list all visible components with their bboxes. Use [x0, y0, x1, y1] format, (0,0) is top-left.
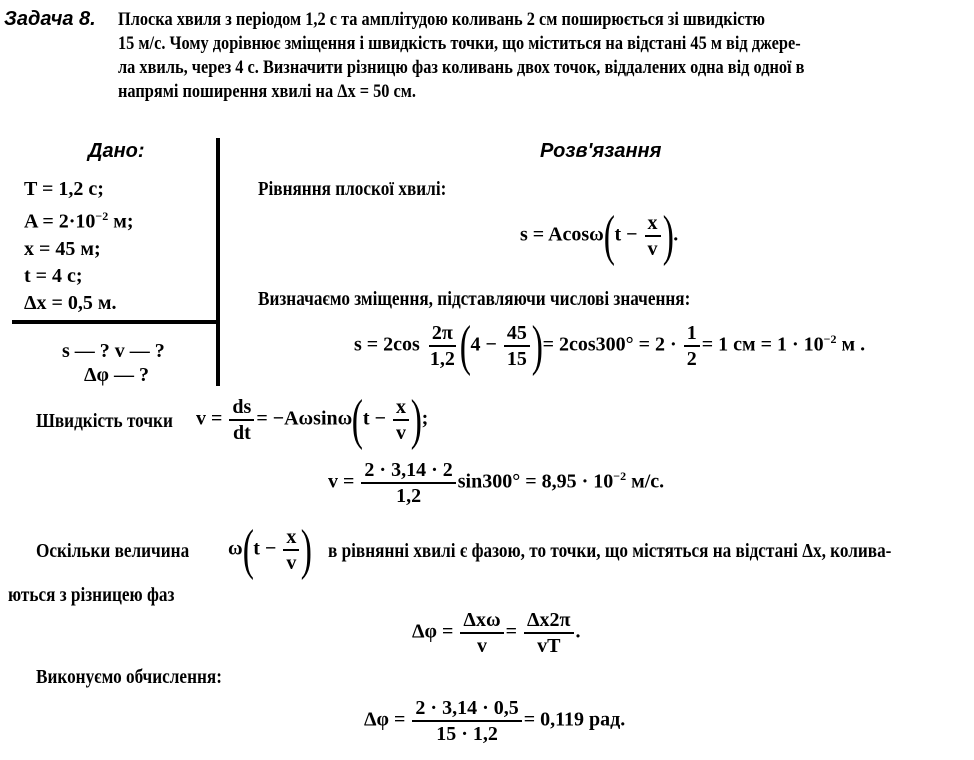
given-period: T = 1,2 с; [24, 178, 104, 200]
velocity-value-equation: v = $\frac{2 \cdot 3,14 \cdot 2}{1,2}$ $\sin 300^\circ = 8,95 \cdot 10^{-2}$ м/с. [328, 459, 665, 507]
solution-heading: Розв'язання [540, 140, 662, 162]
vertical-divider [216, 138, 220, 386]
calculation-label: Виконуємо обчислення: [36, 666, 222, 688]
phase-difference-equation: Δφ = $\frac{\text{Δxω}}{v}$ = $\frac{\Delta x2\pi}{vT}$ . [412, 609, 581, 657]
phase-text-3: ються з різницею фаз [8, 584, 175, 606]
given-time: t = 4 с; [24, 264, 83, 287]
problem-label: Задача 8. [4, 8, 96, 30]
find-line-2: Δφ — ? [84, 364, 150, 386]
phase-text-1: Оскільки величина [36, 540, 190, 562]
phase-text-2: в рівнянні хвилі є фазою, то точки, що містяться на відстані Δx, колива- [328, 540, 892, 562]
wave-eq-label: Рівняння плоскої хвилі: [258, 178, 447, 200]
given-list [24, 176, 134, 317]
problem-line-1: Плоска хвиля з періодом 1,2 с та амплітудою коливань 2 см поширюється зі швидкістю [118, 9, 766, 30]
velocity-label: Швидкість точки [36, 410, 173, 432]
wave-equation: s = Acosω(t − $\frac{x}{v}$ ). [520, 205, 679, 267]
problem-line-3: ла хвиль, через 4 с. Визначити різницю фаз коливань двох точок, віддалених одна від одної в [118, 57, 805, 78]
displacement-equation: s = 2cos $\frac{2\pi}{1,2}$ (4 − $\frac{45}{15}$ )= 2cos300° = 2 · $\frac{1}{2}$ = 1 см = $1 \cdot 10^{-2}$ м . [354, 315, 866, 377]
find-line-1: s — ? v — ? [62, 340, 165, 362]
given-distance: x = 45 м; [24, 237, 101, 260]
phase-value-equation: Δφ = $\frac{2 \cdot 3,14 \cdot 0,5}{15 \cdot 1,2}$ = 0,119 рад. [364, 697, 626, 745]
displacement-label: Визначаємо зміщення, підставляючи числові значення: [258, 288, 691, 310]
phase-inline-expression: ω(t − $\frac{x}{v}$ ) [228, 519, 313, 581]
given-heading: Дано: [88, 140, 145, 162]
velocity-equation: v = $\frac{ds}{dt}$ = −Aωsinω(t − $\frac{x}{v}$ ); [196, 389, 429, 451]
given-divider [12, 320, 218, 324]
problem-line-2: 15 м/с. Чому дорівнює зміщення і швидкість точки, що міститься на відстані 45 м від джере- [118, 33, 801, 54]
given-delta-x: Δx = 0,5 м. [24, 291, 117, 314]
problem-line-4: напрямі поширення хвилі на Δx = 50 см. [118, 81, 417, 102]
given-amplitude: $A = 2\cdot 10^{-2}$ м; [24, 209, 134, 233]
